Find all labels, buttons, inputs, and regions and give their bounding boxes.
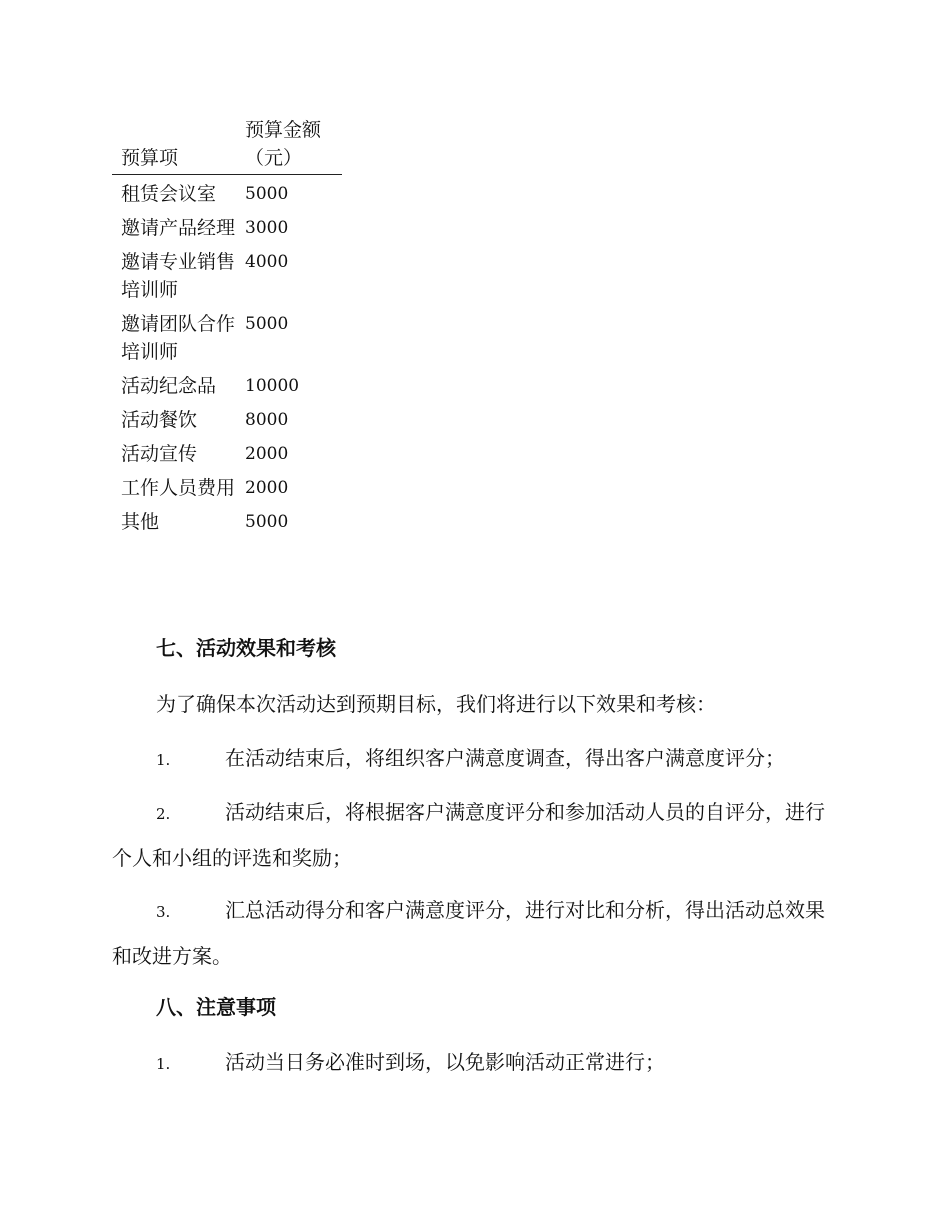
budget-amount-cell: 4000 (245, 252, 289, 272)
section8-heading: 八、注意事项 (156, 995, 276, 1019)
budget-item-cell: 其他 (121, 511, 160, 533)
list-number: 1. (156, 751, 171, 769)
table-row (112, 245, 342, 307)
list-item (112, 736, 834, 782)
budget-item-cell: 邀请专业销售培训师 (121, 251, 236, 301)
budget-header-amount-label: 预算金额（元） (245, 119, 322, 169)
list-item (112, 888, 834, 978)
budget-item-cell: 活动纪念品 (121, 375, 217, 397)
table-row (112, 437, 342, 471)
budget-amount-cell: 10000 (245, 376, 300, 396)
budget-amount-cell: 3000 (245, 218, 289, 238)
budget-item-cell: 租赁会议室 (121, 183, 217, 205)
table-row (112, 211, 342, 245)
budget-item-cell: 活动宣传 (121, 443, 198, 465)
budget-table (112, 116, 342, 539)
section7-heading: 七、活动效果和考核 (156, 636, 336, 660)
budget-header-item: 预算项 (112, 116, 240, 175)
table-row (112, 403, 342, 437)
list-item-text: 活动当日务必准时到场，以免影响活动正常进行； (225, 1050, 665, 1074)
list-item (112, 1040, 834, 1086)
list-number: 3. (156, 903, 171, 921)
budget-amount-cell: 2000 (245, 444, 289, 464)
list-item-text: 活动结束后，将根据客户满意度评分和参加活动人员的自评分，进行个人和小组的评选和奖励； (112, 800, 825, 870)
budget-header-amount (240, 116, 342, 175)
budget-item-cell: 邀请团队合作培训师 (121, 313, 236, 363)
budget-amount-cell: 8000 (245, 410, 289, 430)
budget-amount-cell: 5000 (245, 512, 289, 532)
budget-item-cell: 邀请产品经理 (121, 217, 236, 239)
section7-intro: 为了确保本次活动达到预期目标，我们将进行以下效果和考核： (156, 692, 716, 716)
table-row (112, 471, 342, 505)
list-item-text: 汇总活动得分和客户满意度评分，进行对比和分析，得出活动总效果和改进方案。 (112, 898, 825, 968)
table-row (112, 505, 342, 539)
list-item (112, 790, 834, 880)
list-number: 1. (156, 1055, 171, 1073)
budget-amount-cell: 5000 (245, 314, 289, 334)
list-item-text: 在活动结束后，将组织客户满意度调查，得出客户满意度评分； (225, 746, 785, 770)
budget-item-cell: 工作人员费用 (121, 477, 236, 499)
table-row (112, 369, 342, 403)
list-number: 2. (156, 805, 171, 823)
budget-table-header-row (112, 116, 342, 175)
table-row (112, 175, 342, 212)
budget-item-cell: 活动餐饮 (121, 409, 198, 431)
table-row (112, 307, 342, 369)
budget-amount-cell: 5000 (245, 184, 289, 204)
budget-amount-cell: 2000 (245, 478, 289, 498)
